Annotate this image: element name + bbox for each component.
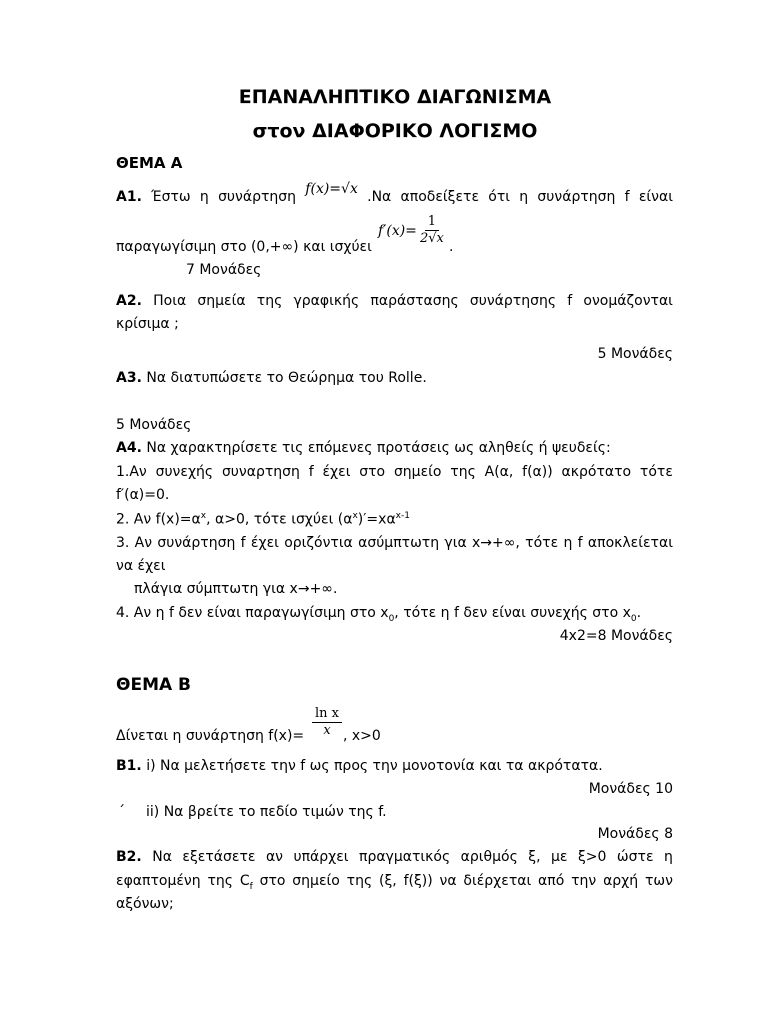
a4-s4-part: .	[636, 605, 642, 621]
a4-s3-word: f	[577, 535, 583, 551]
b2-word: να	[439, 873, 457, 889]
a1-derivative-denominator: 2√x	[420, 231, 444, 246]
a2-word: σημεία	[197, 293, 246, 309]
a4-statement-2	[116, 511, 410, 528]
a1-line1	[116, 181, 673, 205]
a4-s1-word: της	[450, 464, 476, 480]
a4-statement-1-line2: f′(α)=0.	[116, 487, 170, 503]
a1-word: συνάρτηση	[537, 189, 616, 205]
a3-text: Να διατυπώσετε το Θεώρημα του Rolle.	[146, 370, 427, 386]
a2-label: Α2.	[116, 293, 142, 309]
a4-s1-word: f(α))	[522, 464, 553, 480]
a4-line	[116, 440, 611, 456]
a4-s3-word: Αν	[134, 535, 153, 551]
a1-word: η	[519, 189, 529, 205]
a1-word: συνάρτηση	[218, 189, 297, 205]
b1-text-i: i) Να μελετήσετε την f ως προς την μονοτονία και τα ακρότατα.	[146, 758, 603, 774]
document-title: ΕΠΑΝΑΛΗΠΤΙΚΟ ΔΙΑΓΩΝΙΣΜΑ	[238, 86, 552, 108]
b-intro-text: Δίνεται η συνάρτηση f(x)=	[116, 728, 305, 744]
b2-word: πραγματικός	[359, 849, 451, 865]
a4-s4-part: , τότε η f δεν είναι συνεχής στο x	[394, 605, 631, 621]
b2-word: στο	[259, 873, 286, 889]
a1-word: f	[624, 189, 630, 205]
a2-points: 5 Μονάδες	[597, 346, 673, 362]
a4-label: Α4.	[116, 440, 142, 456]
a4-s4-subscript: 0	[388, 613, 395, 624]
b2-label: Β2.	[116, 849, 142, 865]
a4-s3-word: αποκλείεται	[587, 535, 673, 551]
b1-points-i: Μονάδες 10	[588, 781, 673, 797]
b2-curve-letter: C	[239, 873, 250, 889]
a4-s3-word: τότε	[525, 535, 559, 551]
b2-word: αριθμός	[460, 849, 518, 865]
b2-word: εφαπτομένη	[116, 873, 201, 889]
a4-s1-word: f	[308, 464, 314, 480]
a1-label: Α1.	[116, 189, 142, 205]
a1-word: Έστω	[151, 189, 191, 205]
b2-word: της	[207, 873, 233, 889]
a4-s1-word: στο	[359, 464, 386, 480]
a2-word: Ποια	[153, 293, 187, 309]
b1-line	[116, 758, 603, 774]
a1-word: αποδείξετε	[400, 189, 480, 205]
a4-statement-3-line3: πλάγια σύμπτωτη για x→+∞.	[134, 581, 338, 597]
b2-word: υπάρχει	[293, 849, 349, 865]
a3-label: Α3.	[116, 370, 142, 386]
a1-derivative-lhs: f′(x)=	[378, 223, 417, 239]
a4-s3-word: οριζόντια	[284, 535, 353, 551]
b2-curve-label	[240, 873, 253, 892]
a4-statement-4	[116, 605, 641, 624]
b-intro-fraction	[312, 706, 342, 739]
b2-curve-subscript: f	[249, 881, 253, 892]
a1-line2: παραγωγίσιμη στο (0,+∞) και ισχύει	[116, 239, 372, 255]
b-intro-denominator: x	[323, 723, 331, 738]
a1-word: .Να	[367, 189, 392, 205]
a4-statement-1	[116, 464, 673, 480]
b2-word: ώστε	[616, 849, 654, 865]
a4-statement-3-line2: να έχει	[116, 558, 166, 574]
b2-word: ξ,	[528, 849, 541, 865]
b2-word: αν	[265, 849, 283, 865]
b2-word: ξ>0	[577, 849, 607, 865]
a4-s2-exponent: x	[200, 511, 207, 521]
b2-word: των	[644, 873, 673, 889]
a4-s3-word: συνάρτηση	[157, 535, 236, 551]
a2-word: ονομάζονται	[583, 293, 673, 309]
a4-s1-word: Α(α,	[484, 464, 514, 480]
a2-line2: κρίσιμα ;	[116, 316, 179, 332]
b2-word: η	[664, 849, 673, 865]
a4-s1-word: έχει	[322, 464, 351, 480]
b2-line3: αξόνων;	[116, 896, 174, 912]
b-intro-domain: , x>0	[343, 728, 381, 744]
a4-s2-exponent: x-1	[395, 511, 410, 521]
b2-line2	[116, 873, 673, 892]
b2-line1	[116, 849, 673, 865]
section-a-heading: ΘΕΜΑ Α	[116, 154, 183, 172]
document-subtitle: στον ΔΙΑΦΟΡΙΚΟ ΛΟΓΙΣΜΟ	[252, 120, 538, 142]
b2-word: με	[551, 849, 568, 865]
b2-word: εξετάσετε	[182, 849, 256, 865]
a2-word: της	[256, 293, 283, 309]
a1-derivative-numerator: 1	[425, 214, 439, 231]
a4-s1-word: συνεχής	[155, 464, 214, 480]
b2-word: f(ξ))	[403, 873, 433, 889]
a1-dot: .	[449, 239, 454, 255]
a4-statement-3	[116, 535, 673, 551]
section-b-heading: ΘΕΜΑ Β	[116, 675, 192, 695]
b2-word: Να	[152, 849, 172, 865]
b1-label: Β1.	[116, 758, 142, 774]
b-intro-numerator: ln x	[312, 706, 342, 723]
a4-s2-exponent: x	[352, 511, 358, 521]
b2-word: την	[571, 873, 597, 889]
b2-word: αρχή	[603, 873, 639, 889]
b2-word: της	[346, 873, 373, 889]
a4-s2-part: , α>0, τότε ισχύει (α	[206, 511, 353, 528]
a4-s2-part: )′=xα	[357, 511, 396, 528]
a1-formula: f(x)=√x	[305, 181, 358, 197]
b1-points-ii: Μονάδες 8	[597, 826, 673, 842]
a2-word: f	[567, 293, 573, 309]
a4-s3-word: για	[444, 535, 467, 551]
a1-word: η	[199, 189, 209, 205]
a4-s3-word: f	[240, 535, 246, 551]
a4-s4-subscript: 0	[630, 613, 637, 624]
a1-points: 7 Μονάδες	[186, 262, 262, 278]
a4-s2-part: 2. Αν f(x)=α	[116, 511, 201, 528]
a4-s3-word: έχει	[250, 535, 279, 551]
a1-derivative-fraction	[420, 214, 444, 247]
a4-s1-word: ακρότατο	[561, 464, 632, 480]
b1-mark: ΄	[118, 804, 125, 820]
a2-line1	[116, 293, 673, 309]
a4-s1-word: συναρτηση	[221, 464, 300, 480]
b2-word: από	[538, 873, 565, 889]
a4-s1-word: σημείο	[393, 464, 442, 480]
a4-s3-word: ασύμπτωτη	[358, 535, 440, 551]
a4-points: 4x2=8 Μονάδες	[559, 628, 673, 644]
a2-word: παράστασης	[370, 293, 459, 309]
a4-s3-word: η	[563, 535, 573, 551]
a4-s3-word: x→+∞,	[472, 535, 520, 551]
a1-word: ότι	[488, 189, 511, 205]
a3-points: 5 Μονάδες	[116, 417, 192, 433]
a4-s4-part: 4. Αν η f δεν είναι παραγωγίσιμη στο x	[116, 605, 389, 621]
b2-word: σημείο	[292, 873, 340, 889]
a1-word: είναι	[638, 189, 673, 205]
a4-s3-word: 3.	[116, 535, 130, 551]
a2-word: γραφικής	[293, 293, 360, 309]
a3-line	[116, 370, 427, 386]
a2-word: συνάρτησης	[469, 293, 557, 309]
b2-word: διέρχεται	[463, 873, 532, 889]
b1-text-ii: ii) Να βρείτε το πεδίο τιμών της f.	[146, 804, 387, 820]
a4-s1-word: τότε	[639, 464, 673, 480]
a4-text: Να χαρακτηρίσετε τις επόμενες προτάσεις ως αληθείς ή ψευδείς:	[146, 440, 611, 456]
b2-word: (ξ,	[379, 873, 397, 889]
a4-s1-word: 1.Αν	[116, 464, 147, 480]
